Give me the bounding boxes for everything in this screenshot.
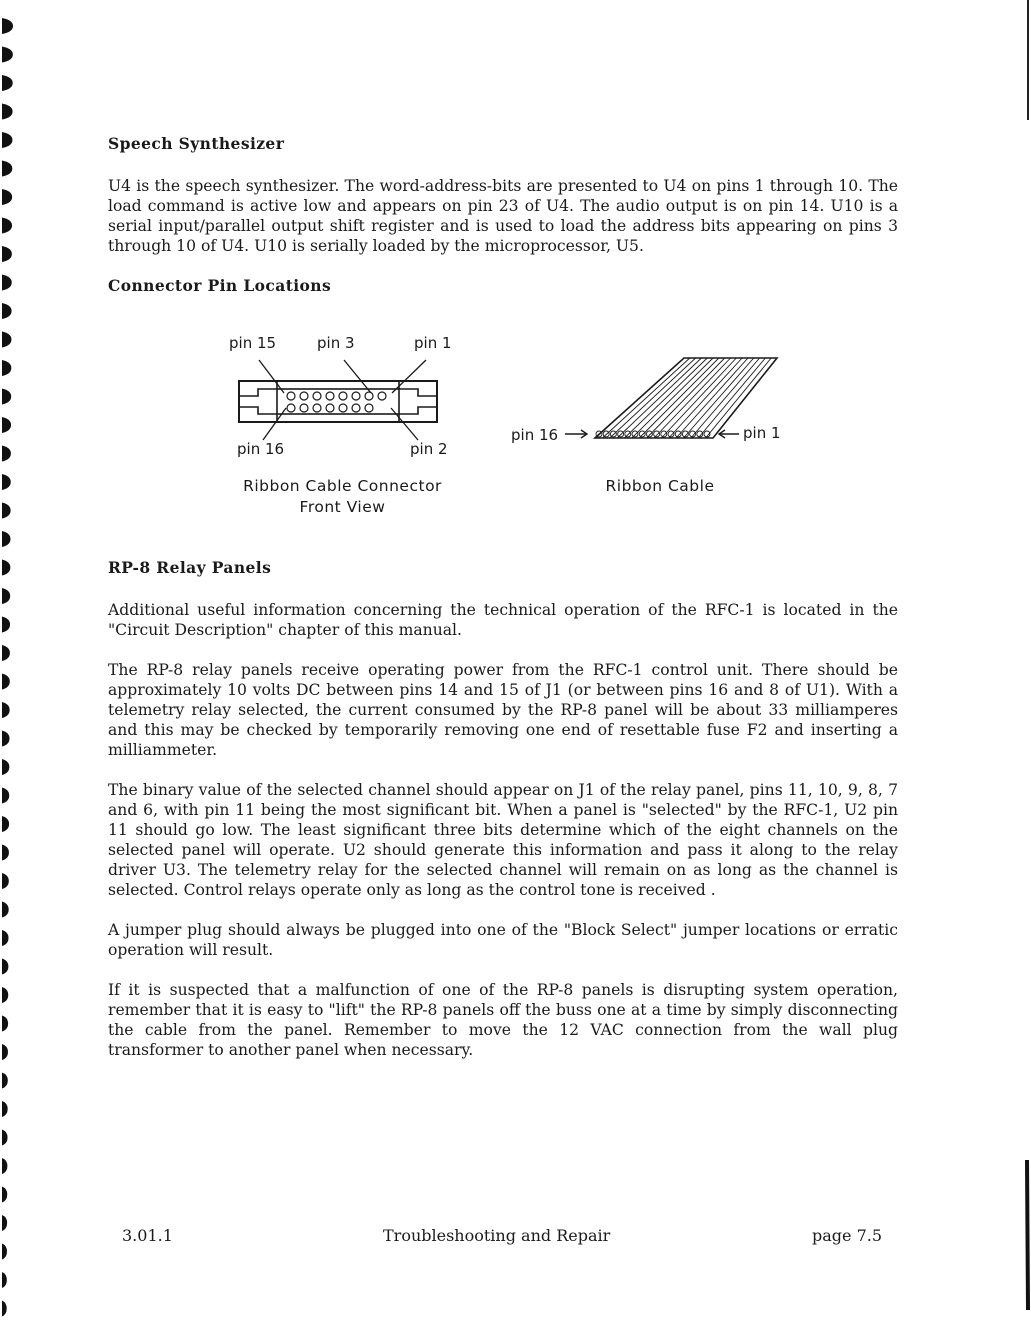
binding-hole-mark (2, 161, 12, 177)
binding-hole-mark (2, 731, 10, 747)
binding-hole-mark (2, 503, 11, 519)
binding-hole-mark (2, 446, 11, 462)
ribbon-pin (625, 431, 631, 437)
arrow-left-icon (719, 430, 739, 438)
binding-hole-mark (2, 930, 9, 946)
binding-hole-mark (2, 1073, 8, 1089)
connector-pin (365, 404, 373, 412)
binding-hole-mark (2, 389, 11, 405)
binding-hole-mark (2, 1016, 8, 1032)
paragraph: Additional useful information concerning the technical operation of the RFC-1 is located in the "Circuit Description" chapter of this manual. (108, 601, 898, 639)
paragraph: A jumper plug should always be plugged into one of the "Block Select" jumper locations or erratic operation will result. (108, 921, 898, 959)
binding-hole-mark (2, 1301, 7, 1317)
connector-pin (313, 404, 321, 412)
connector-pins (287, 392, 386, 412)
ribbon-wire (610, 358, 696, 438)
binding-hole-mark (2, 1272, 7, 1288)
binding-hole-mark (2, 303, 12, 319)
ribbon-cable-caption: Ribbon Cable (605, 477, 715, 495)
ribbon-pin (632, 431, 638, 437)
binding-hole-mark (2, 132, 12, 148)
connector-pin (287, 404, 295, 412)
connector-pin (365, 392, 373, 400)
binding-hole-mark (2, 845, 9, 861)
pin-1-label: pin 1 (414, 334, 452, 352)
section-connector-pin-locations (108, 276, 898, 295)
ribbon-pin (639, 431, 645, 437)
caption-line: Ribbon Cable Connector (243, 477, 442, 495)
binding-hole-mark (2, 788, 9, 804)
ribbon-wire (676, 358, 748, 438)
binding-hole-mark (2, 417, 11, 433)
ribbon-cable-connector-diagram (225, 330, 465, 465)
binding-hole-mark (2, 360, 11, 376)
connector-pin (300, 404, 308, 412)
ribbon-pin (661, 431, 667, 437)
pin-16-label: pin 16 (511, 426, 559, 444)
binding-hole-mark (2, 1158, 7, 1174)
pin-3-label: pin 3 (317, 334, 355, 352)
binding-hole-mark (2, 1130, 8, 1146)
binding-hole-mark (2, 75, 13, 91)
connector-pin (339, 404, 347, 412)
binding-hole-mark (2, 531, 10, 547)
binding-hole-mark (2, 1101, 8, 1117)
paragraph: The RP-8 relay panels receive operating power from the RFC-1 control unit. There should be approximately 10 volts DC between pins 14 and 15 of J1 (or between pins 16 and 8 of U1). With a telemetry relay selected, the current consumed by the RP-8 panel will be about 33 milliamperes and this may be checked by temporarily removing one end of resettable fuse F2 and inserting a milliammeter. (108, 661, 898, 759)
paragraph: The binary value of the selected channel should appear on J1 of the relay panel, pins 11, 10, 9, 8, 7 and 6, with pin 11 being the most significant bit. When a panel is "selected" by the RFC-1, U2 pin 11 should go low. The least significant three bits determine which of the eight channels on the selected panel will operate. U2 should generate this information and pass it along to the relay driver U3. The telemetry relay for the selected channel will remain on as long as the channel is selected. Control relays operate only as long as the control tone is received . (108, 781, 898, 899)
connector-pin (287, 392, 295, 400)
pin-1-label: pin 1 (743, 424, 781, 442)
ribbon-pin (654, 431, 660, 437)
binding-hole-mark (2, 18, 13, 34)
connector-pin (378, 392, 386, 400)
binding-hole-mark (2, 902, 9, 918)
ribbon-wire (602, 358, 689, 438)
binding-hole-mark (2, 617, 10, 633)
ribbon-pin (618, 431, 624, 437)
connector-pin (326, 392, 334, 400)
binding-hole-mark (2, 47, 13, 63)
connector-body (239, 381, 437, 422)
connector-pin (313, 392, 321, 400)
binding-hole-mark (2, 674, 10, 690)
ribbon-wire (647, 358, 725, 438)
section-heading: Speech Synthesizer (108, 134, 285, 153)
pin-15-label: pin 15 (229, 334, 277, 352)
section-rp8-relay-panels (108, 558, 898, 1060)
footer-chapter-title: Troubleshooting and Repair (383, 1226, 611, 1245)
section-heading: RP-8 Relay Panels (108, 558, 272, 577)
connector-pin (339, 392, 347, 400)
ribbon-wire (617, 358, 701, 438)
binding-hole-mark (2, 987, 8, 1003)
caption-line: Front View (299, 498, 386, 516)
ribbon-cable-diagram (505, 350, 795, 450)
binding-hole-mark (2, 189, 12, 205)
binding-hole-mark (2, 759, 9, 775)
binding-hole-mark (2, 1215, 7, 1231)
ribbon-wire (639, 358, 719, 438)
section-speech-synthesizer (108, 134, 898, 256)
ribbon-pin (646, 431, 652, 437)
connector-pin (352, 404, 360, 412)
binding-hole-mark (2, 332, 11, 348)
binding-hole-mark (2, 560, 10, 576)
binding-hole-mark (2, 645, 10, 661)
connector-pin (300, 392, 308, 400)
binding-hole-mark (2, 1244, 7, 1260)
binding-hole-mark (2, 246, 12, 262)
binding-hole-mark (2, 218, 12, 234)
binding-hole-mark (2, 275, 12, 291)
ribbon-wire (669, 358, 742, 438)
connector-pin (326, 404, 334, 412)
section-heading: Connector Pin Locations (108, 276, 332, 295)
pin-16-label: pin 16 (237, 440, 285, 458)
binding-hole-mark (2, 474, 11, 490)
footer-page-number: page 7.5 (812, 1226, 883, 1245)
binding-hole-mark (2, 104, 13, 120)
binding-hole-mark (2, 1044, 8, 1060)
paragraph: If it is suspected that a malfunction of one of the RP-8 panels is disrupting system operation, remember that it is easy to "lift" the RP-8 panels off the buss one at a time by simply disconnecting the cable from the panel. Remember to move the 12 VAC connection from the wall plug transformer to another panel when necessary. (108, 981, 898, 1059)
page-edge (1017, 0, 1031, 1326)
binding-hole-mark (2, 588, 10, 604)
binding-hole-mark (2, 816, 9, 832)
binding-hole-mark (2, 959, 8, 975)
arrow-right-icon (565, 430, 587, 438)
ribbon-cable-connector-caption (215, 476, 470, 518)
connector-pin (352, 392, 360, 400)
binding-holes (0, 0, 30, 1326)
paragraph: U4 is the speech synthesizer. The word-address-bits are presented to U4 on pins 1 through 10. The load command is active low and appears on pin 23 of U4. The audio output is on pin 14. U10 is a serial input/parallel output shift register and is used to load the address bits appearing on pins 3 through 10 of U4. U10 is serially loaded by the microprocessor, U5. (108, 177, 898, 255)
binding-hole-mark (2, 702, 10, 718)
pin-2-label: pin 2 (410, 440, 448, 458)
binding-hole-mark (2, 873, 9, 889)
footer-revision: 3.01.1 (122, 1226, 173, 1245)
binding-hole-mark (2, 1187, 7, 1203)
